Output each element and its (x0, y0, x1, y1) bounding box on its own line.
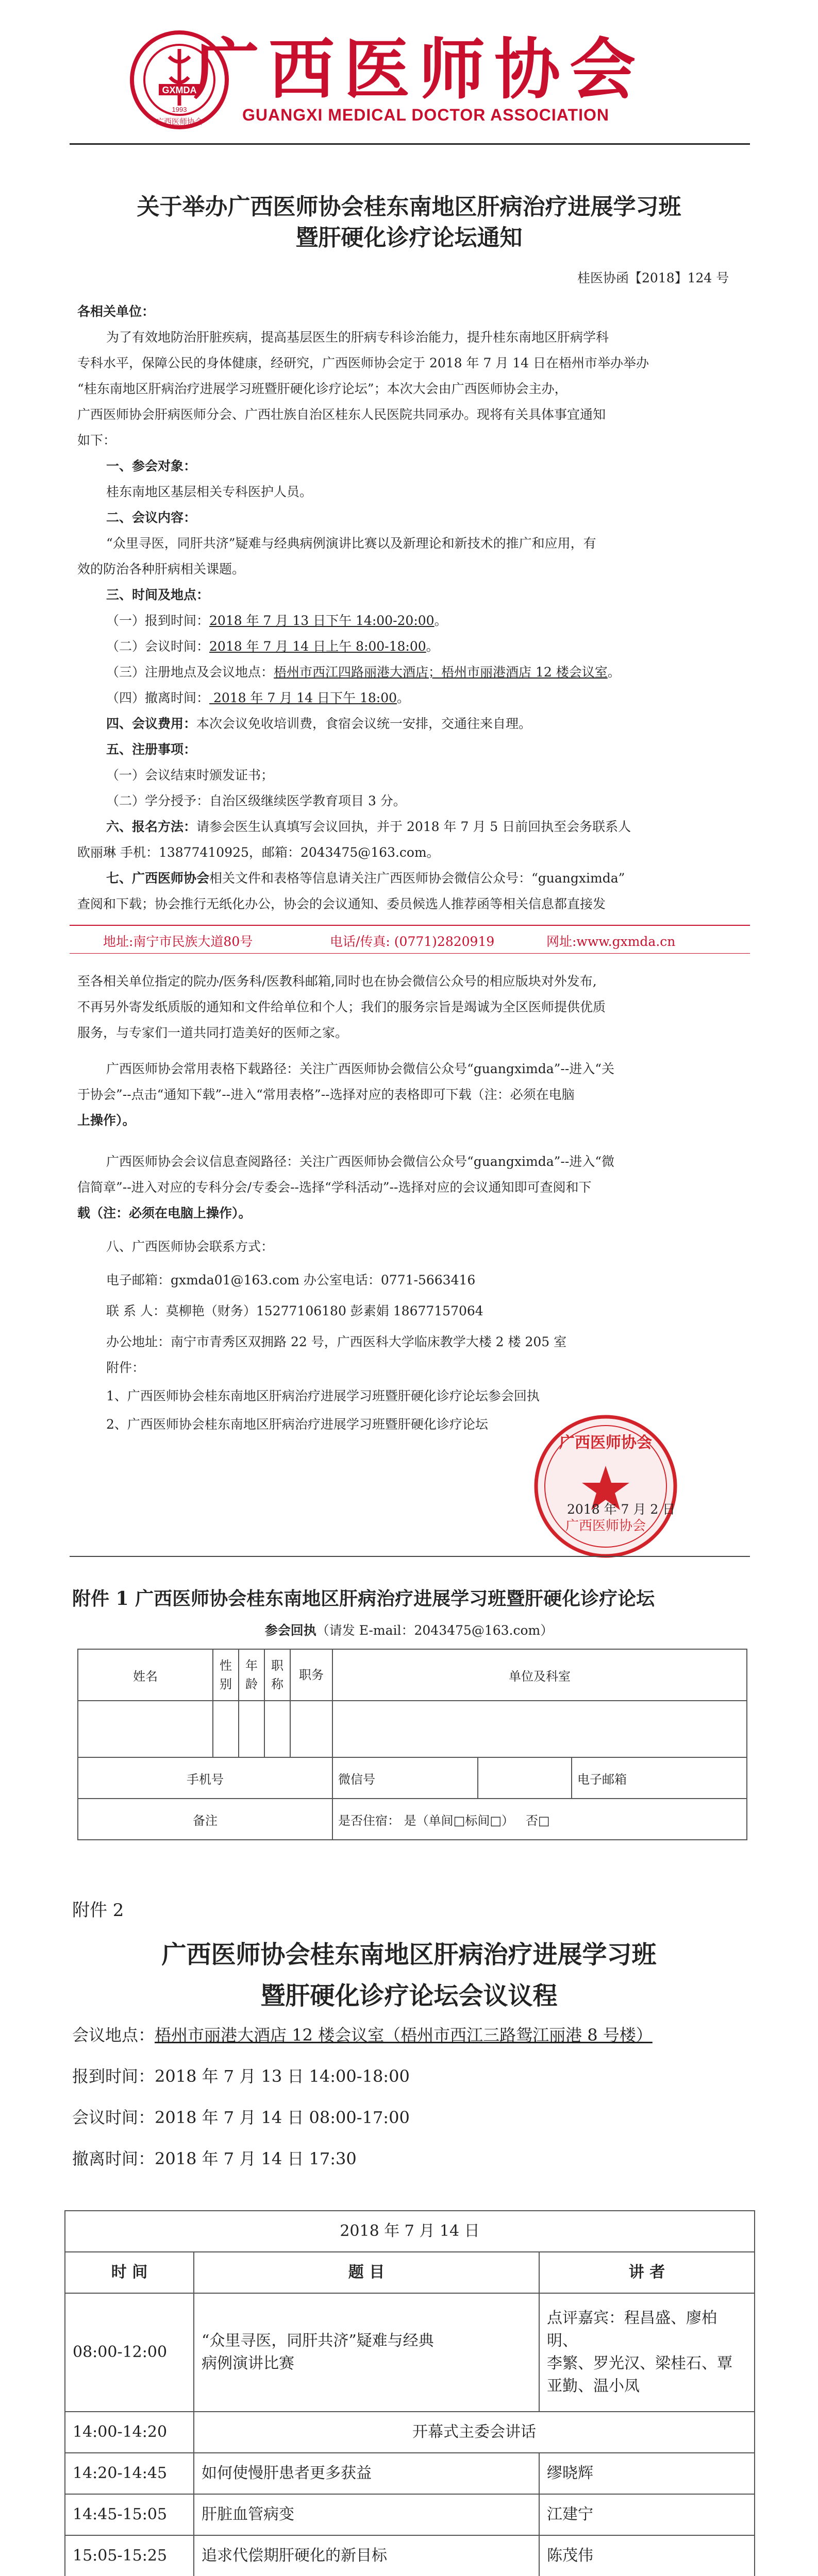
receipt-col-title: 职称 (264, 1649, 290, 1701)
section-body: 请参会医生认真填写会议回执，并于 2018 年 7 月 5 日前回执至会务联系人 (196, 819, 631, 834)
body-line: 服务，与专家们一道共同打造美好的医师之家。 (77, 1025, 348, 1040)
agenda-venue (72, 2022, 653, 2046)
intro-line: 广西医师协会肝病医师分会、广西壮族自治区桂东人民医院共同承办。现将有关具体事宜通知 (77, 407, 606, 422)
agenda-speaker: 江建宁 (539, 2494, 755, 2535)
agenda-speaker (539, 2293, 755, 2412)
seal-center-text: 广西医师协会 (565, 1518, 646, 1534)
body-line: 于协会”--点击“通知下载”--进入“常用表格”--选择对应的表格即可下载（注：必须在电脑 (77, 1087, 575, 1102)
agenda-checkin: 报到时间：2018 年 7 月 13 日 14:00-18:00 (72, 2066, 410, 2086)
body-line: 不再另外寄发纸质版的通知和文件给单位和个人；我们的服务宗旨是竭诚为全区医师提供优质 (77, 999, 606, 1014)
attachments-heading: 附件： (106, 1360, 145, 1375)
receipt-table (77, 1649, 747, 1840)
agenda-speaker: 缪晓辉 (539, 2453, 755, 2494)
intro-line: 如下： (77, 433, 116, 448)
schedule-item (77, 685, 763, 711)
body-line: 信简章”--进入对应的专科分会/专委会--选择“学科活动”--选择对应的会议通知即可查阅和下 (77, 1180, 592, 1195)
intro-line: 为了有效地防治肝脏疾病，提高基层医生的肝病专科诊治能力，提升桂东南地区肝病学科 (106, 330, 609, 345)
agenda-time: 08:00-12:00 (65, 2293, 194, 2412)
agenda-table (64, 2210, 755, 2576)
header-divider (70, 143, 750, 145)
org-name-cn: 广西医师协会 (193, 31, 645, 108)
section-body: 本次会议免收培训费，食宿会议统一安排，交通往来自理。 (196, 716, 532, 731)
notice-title-line1: 关于举办广西医师协会桂东南地区肝病治疗进展学习班 (137, 194, 681, 220)
agenda-time: 14:20-14:45 (65, 2453, 194, 2494)
docs-line (77, 866, 763, 891)
section-heading: 七、广西医师协会 (106, 871, 210, 886)
receipt-cell-name[interactable] (78, 1701, 213, 1757)
section-body: （一）会议结束时颁发证书； (106, 768, 274, 783)
agenda-title-line1: 广西医师协会桂东南地区肝病治疗进展学习班 (161, 1940, 657, 1969)
speaker-line: 李繁、罗光汉、梁桂石、覃 (547, 2354, 732, 2372)
section-body: 查阅和下载；协会推行无纸化办公，协会的会议通知、委员候选人推荐函等相关信息都直接发 (77, 896, 606, 911)
agenda-topic: 如何使慢肝患者更多获益 (194, 2453, 539, 2494)
agenda-topic: 开幕式主委会讲话 (194, 2412, 755, 2453)
speaker-line: 点评嘉宾：程昌盛、廖柏明、 (547, 2309, 717, 2350)
intro-line: “桂东南地区肝病治疗进展学习班暨肝硬化诊疗论坛”；本次大会由广西医师协会主办， (77, 381, 567, 396)
agenda-date: 2018 年 7 月 14 日 (65, 2211, 755, 2252)
schedule-value: 2018 年 7 月 14 日下午 18:00 (209, 690, 397, 705)
section-heading: 二、会议内容： (106, 510, 197, 525)
section-heading: 八、广西医师协会联系方式： (106, 1239, 274, 1254)
schedule-end: 。 (434, 613, 447, 628)
schedule-value: 2018 年 7 月 13 日下午 14:00-20:00 (209, 613, 435, 628)
schedule-label: （四）撤离时间： (106, 690, 210, 705)
logo-year: 1993 (172, 106, 187, 113)
schedule-end: 。 (607, 665, 621, 680)
footer-rule (70, 925, 750, 926)
section-body: （二）学分授予：自治区级继续医学教育项目 3 分。 (106, 793, 406, 808)
section-body: “众里寻医，同肝共济”疑难与经典病例演讲比赛以及新理论和新技术的推广和应用，有 (106, 536, 596, 551)
contact-persons: 联 系 人：莫柳艳（财务）15277106180 彭素娟 18677157064 (106, 1303, 483, 1318)
section-body: 效的防治各种肝病相关课题。 (77, 562, 245, 577)
body-line: 上操作）。 (77, 1113, 136, 1128)
body-line: 至各相关单位指定的院办/医务科/医教科邮箱,同时也在协会微信公众号的相应版块对外发布, (77, 974, 597, 989)
footer-phone: 电话/传真: (0771)2820919 (330, 934, 495, 949)
body-line: 载（注：必须在电脑上操作）。 (77, 1206, 252, 1221)
section-heading: 三、时间及地点： (106, 587, 210, 602)
schedule-item (77, 634, 763, 659)
footer-website: 网址:www.gxmda.cn (546, 934, 676, 949)
receipt-row-note: 备注 (78, 1799, 332, 1840)
schedule-end: 。 (426, 639, 439, 654)
lodging-question: 是否住宿： (338, 1813, 400, 1828)
notice-date: 2018 年 7 月 2 日 (567, 1502, 676, 1517)
schedule-label: （三）注册地点及会议地点： (106, 665, 274, 680)
notice-title-line2: 暨肝硬化诊疗论坛通知 (295, 225, 523, 251)
logo-ring-text: 广西医师协会 (156, 117, 203, 126)
fee-line (77, 711, 763, 737)
salutation: 各相关单位： (77, 304, 155, 319)
footer-address: 地址:南宁市民族大道80号 (103, 934, 253, 949)
section-body: 相关文件和表格等信息请关注广西医师协会微信公众号：“guangximda” (209, 871, 625, 886)
receipt-col-name: 姓名 (78, 1649, 213, 1701)
official-seal (531, 1412, 680, 1561)
receipt-row-phone: 手机号 (78, 1757, 332, 1799)
attachment2-label: 附件 2 (72, 1900, 124, 1921)
receipt-note: （请发 E-mail：2043475@163.com） (316, 1623, 554, 1638)
section-heading: 五、注册事项： (106, 742, 197, 757)
receipt-cell-unit[interactable] (332, 1701, 747, 1757)
attachment-item: 1、广西医师协会桂东南地区肝病治疗进展学习班暨肝硬化诊疗论坛参会回执 (106, 1388, 540, 1403)
agenda-topic (194, 2293, 539, 2412)
contact-email: 电子邮箱：gxmda01@163.com 办公室电话：0771-5663416 (106, 1273, 476, 1287)
agenda-time: 14:45-15:05 (65, 2494, 194, 2535)
receipt-col-age: 年龄 (239, 1649, 264, 1701)
speaker-line: 亚勤、温小凤 (547, 2377, 640, 2395)
receipt-cell-title[interactable] (264, 1701, 290, 1757)
receipt-col-gender: 性别 (213, 1649, 239, 1701)
schedule-value: 梧州市西江四路丽港大酒店；梧州市丽港酒店 12 楼会议室 (274, 665, 608, 680)
seal-ring-text: 广西医师协会 (559, 1434, 652, 1452)
doc-number: 桂医协函【2018】124 号 (577, 270, 729, 285)
receipt-cell-post[interactable] (290, 1701, 332, 1757)
agenda-time: 14:00-14:20 (65, 2412, 194, 2453)
schedule-item (77, 608, 763, 634)
agenda-title-line2: 暨肝硬化诊疗论坛会议议程 (260, 1981, 558, 2010)
section-body: 桂东南地区基层相关专科医护人员。 (106, 484, 313, 499)
receipt-col-post: 职务 (290, 1649, 332, 1701)
schedule-label: （二）会议时间： (106, 639, 210, 654)
schedule-end: 。 (397, 690, 410, 705)
receipt-cell-gender[interactable] (213, 1701, 239, 1757)
receipt-subtitle (0, 1620, 818, 1639)
agenda-meeting-time: 会议时间：2018 年 7 月 14 日 08:00-17:00 (72, 2108, 410, 2127)
schedule-value: 2018 年 7 月 14 日上午 8:00-18:00 (209, 639, 426, 654)
lodging-no-option[interactable]: 否□ (525, 1813, 550, 1828)
receipt-title: 参会回执 (264, 1623, 316, 1638)
agenda-time: 15:05-15:25 (65, 2535, 194, 2576)
receipt-col-unit: 单位及科室 (332, 1649, 747, 1701)
agenda-speaker: 陈茂伟 (539, 2535, 755, 2576)
section-heading: 四、会议费用： (106, 716, 197, 731)
receipt-lodging (332, 1799, 747, 1840)
receipt-row-email: 电子邮箱 (572, 1757, 747, 1799)
agenda-col-speaker: 讲 者 (539, 2252, 755, 2293)
footer-rule (70, 953, 750, 954)
schedule-label: （一）报到时间： (106, 613, 210, 628)
intro-line: 专科水平，保障公民的身体健康，经研究，广西医师协会定于 2018 年 7 月 14 日在梧州市举办举办 (77, 355, 649, 370)
agenda-leave-time: 撤离时间：2018 年 7 月 14 日 17:30 (72, 2149, 357, 2168)
agenda-topic: 肝脏血管病变 (194, 2494, 539, 2535)
section-body: 欧丽琳 手机：13877410925，邮箱：2043475@163.com。 (77, 845, 440, 860)
contact-address: 办公地址：南宁市青秀区双拥路 22 号，广西医科大学临床教学大楼 2 楼 205 室 (106, 1334, 567, 1349)
receipt-row-wechat: 微信号 (332, 1757, 478, 1799)
agenda-col-time: 时 间 (65, 2252, 194, 2293)
venue-value: 梧州市丽港大酒店 12 楼会议室（梧州市西江三路鸳江丽港 8 号楼） (155, 2025, 653, 2045)
attachment-item: 2、广西医师协会桂东南地区肝病治疗进展学习班暨肝硬化诊疗论坛 (106, 1417, 488, 1432)
schedule-item (77, 659, 763, 685)
body-line: 广西医师协会常用表格下载路径：关注广西医师协会微信公众号“guangximda”--进入“关 (106, 1061, 615, 1076)
lodging-yes-option[interactable]: 是（单间□标间□） (404, 1813, 514, 1828)
logo-abbrev: GXMDA (162, 85, 197, 95)
topic-line: 病例演讲比赛 (202, 2354, 294, 2372)
body-line: 广西医师协会会议信息查阅路径：关注广西医师协会微信公众号“guangximda”--进入“微 (106, 1154, 615, 1169)
section-heading: 六、报名方法： (106, 819, 197, 834)
page-divider (70, 1556, 750, 1557)
topic-line: “众里寻医，同肝共济”疑难与经典 (202, 2332, 434, 2350)
agenda-col-topic: 题 目 (194, 2252, 539, 2293)
venue-label: 会议地点： (72, 2025, 155, 2045)
signup-line (77, 814, 763, 840)
receipt-cell-age[interactable] (239, 1701, 264, 1757)
section-heading: 一、参会对象： (106, 459, 197, 473)
agenda-topic: 追求代偿期肝硬化的新目标 (194, 2535, 539, 2576)
attachment1-heading: 附件 1 广西医师协会桂东南地区肝病治疗进展学习班暨肝硬化诊疗论坛 (72, 1588, 655, 1609)
org-name-en: GUANGXI MEDICAL DOCTOR ASSOCIATION (242, 106, 609, 124)
